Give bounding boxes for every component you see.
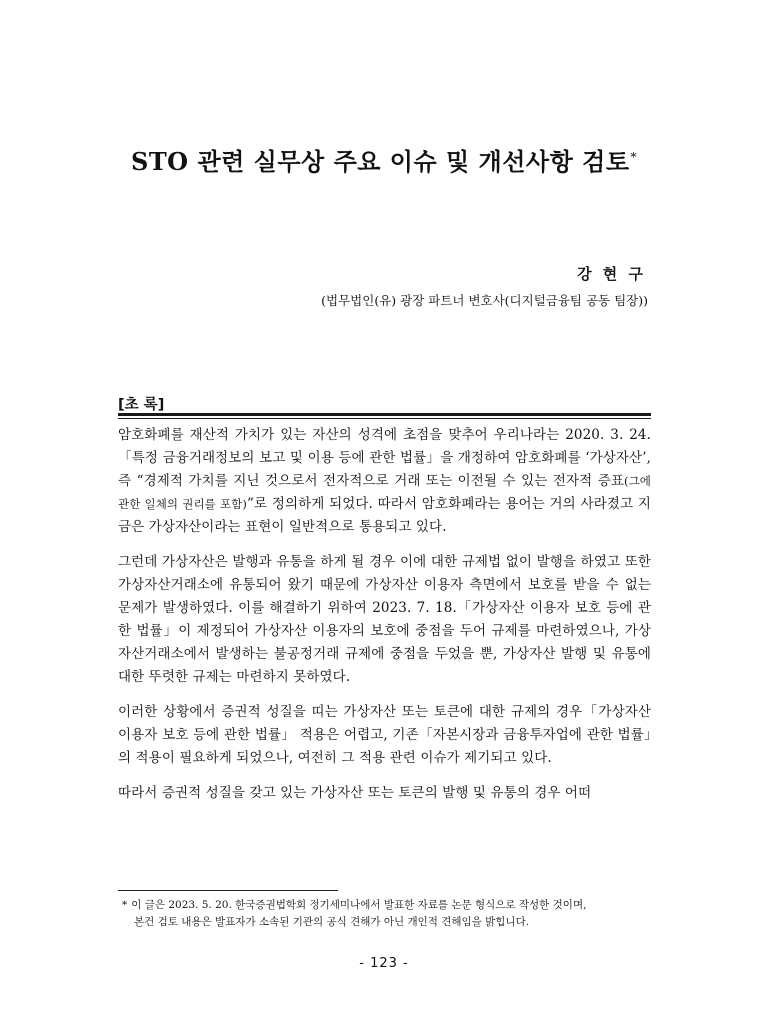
author-affiliation: (법무법인(유) 광장 파트너 변호사(디지털금융팀 공동 팀장)) (321, 293, 648, 308)
author-name: 강 현 구 (577, 265, 646, 283)
paragraph-small-text: (그에 관한 일체의 권리를 포함) (118, 474, 651, 511)
paragraph-text: 따라서 증권적 성질을 갖고 있는 가상자산 또는 토큰의 발행 및 유통의 경우 어떠 (118, 785, 592, 801)
abstract-rule-thin (118, 418, 651, 419)
abstract-body (118, 424, 651, 817)
abstract-paragraph-3 (118, 701, 651, 770)
page-number: - 123 - (359, 956, 409, 971)
abstract-paragraph-1 (118, 424, 651, 539)
paper-title (0, 142, 768, 177)
footnote (122, 897, 652, 931)
paper-title-text: STO 관련 실무상 주요 이슈 및 개선사항 검토 (130, 147, 630, 176)
footnote-mark: * (122, 899, 128, 911)
paragraph-text: 그런데 가상자산은 발행과 유통을 하게 될 경우 이에 대한 규제법 없이 발행을 하였고 또한 가상자산거래소에 유통되어 왔기 때문에 가상자산 이용자 측면에서 보호를 받을 수 없는 문제가 발생하였다. 이를 해결하기 위하여 2023. 7. 18.「가상자산 이용자 보호 등에 관한 법률」이 제정되어 가상자산 이용자의 보호에 중점을 두어 규제를 마련하였으나, 가상자산거래소에서 발생하는 불공정거래 규제에 중점을 두었을 뿐, 가상자산 발행 및 유통에 대한 뚜렷한 규제는 마련하지 못하였다. (118, 554, 651, 685)
abstract-paragraph-2 (118, 551, 651, 689)
paragraph-text: ”로 정의하게 되었다. 따라서 암호화폐라는 용어는 거의 사라졌고 지금은 가상자산이라는 표현이 일반적으로 통용되고 있다. (118, 496, 651, 535)
footnote-separator (118, 890, 338, 891)
paragraph-text: 이러한 상황에서 증권적 성질을 띠는 가상자산 또는 토큰에 대한 규제의 경우「가상자산 이용자 보호 등에 관한 법률」 적용은 어렵고, 기존「자본시장과 금융투자업에 관한 법률」의 적용이 필요하게 되었으나, 여전히 그 적용 관련 이슈가 제기되고 있다. (118, 704, 651, 766)
abstract-rule-thick (118, 413, 651, 416)
footnote-line-1: 이 글은 2023. 5. 20. 한국증권법학회 정기세미나에서 발표한 자료를 논문 형식으로 작성한 것이며, (131, 899, 587, 911)
footnote-line-2: 본건 검토 내용은 발표자가 소속된 기관의 공식 견해가 아닌 개인적 견해임을 밝힙니다. (134, 916, 530, 928)
title-footnote-mark: * (630, 150, 638, 164)
abstract-heading: [초 록] (118, 397, 165, 413)
paragraph-text: 암호화폐를 재산적 가치가 있는 자산의 성격에 초점을 맞추어 우리나라는 2020. 3. 24.「특정 금융거래정보의 보고 및 이용 등에 관한 법률」을 개정하여 암호화폐를 ‘가상자산’, 즉 “경제적 가치를 지닌 것으로서 전자적으로 거래 또는 이전될 수 있는 전자적 증표 (118, 427, 651, 489)
abstract-paragraph-4 (118, 782, 651, 805)
